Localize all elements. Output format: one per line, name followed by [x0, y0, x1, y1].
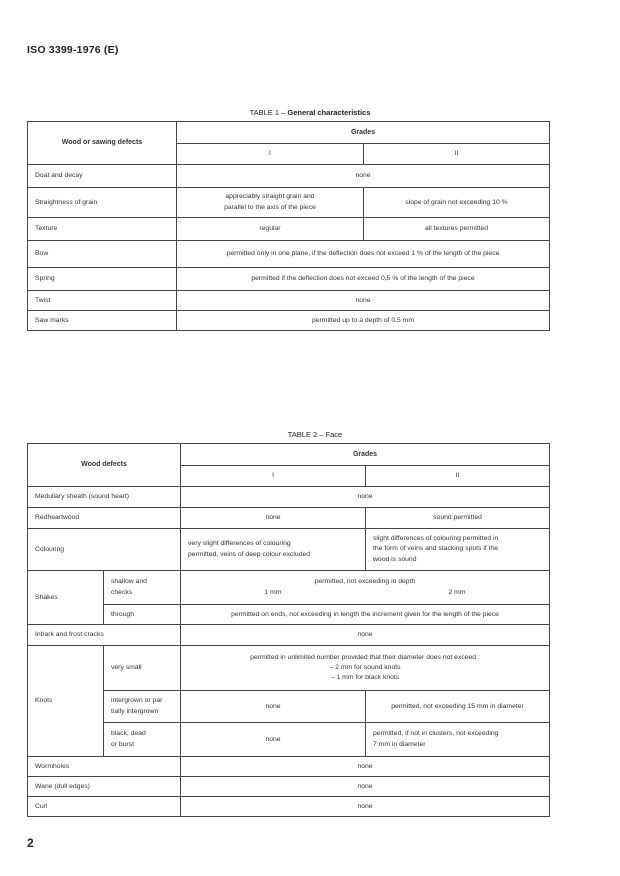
row-label: Texture — [28, 218, 177, 241]
row-value-grade-2 — [366, 529, 550, 571]
row-value-grade-2 — [366, 723, 550, 757]
row-value: permitted up to a depth of 0.5 mm — [177, 311, 550, 331]
grade-2-header: II — [364, 144, 550, 165]
row-label-curl: Curl — [28, 797, 181, 817]
row-label: Straightness of grain — [28, 188, 177, 218]
sub-label-shallow — [104, 571, 181, 605]
text-line: wood is sound — [373, 555, 417, 563]
page-number: 2 — [27, 836, 34, 850]
text-line: permitted, not exceeding in depth — [314, 577, 416, 585]
row-label-knots: Knots — [28, 646, 104, 757]
row-label-shakes: Shakes — [28, 571, 104, 625]
text-line: permitted in unlimited number provided that their diameter does not exceed : — [250, 653, 480, 661]
row-label-colouring: Colouring — [28, 529, 181, 571]
row-value: none — [181, 487, 550, 508]
row-label: Twist — [28, 291, 177, 311]
row-label-wormholes: Wormholes — [28, 757, 181, 777]
row-label: Saw marks — [28, 311, 177, 331]
row-label: Spring — [28, 268, 177, 291]
col-header-defects: Wood or sawing defects — [28, 122, 177, 165]
value-grade-2: 2 mm — [448, 588, 466, 596]
row-label: Bow — [28, 241, 177, 268]
text-line: or burst — [111, 740, 135, 748]
row-value-grade-1 — [177, 188, 364, 218]
col-header-grades: Grades — [181, 444, 550, 466]
row-value: none — [181, 797, 550, 817]
text-line: tially intergrown — [111, 707, 159, 715]
row-value-grade-1: none — [181, 691, 366, 723]
row-value-grade-1: regular — [177, 218, 364, 241]
text-line: slight differences of colouring permitted in — [373, 535, 499, 543]
row-value: permitted if the deflection does not exceed 0,5 % of the length of the piece — [177, 268, 550, 291]
text-line: – 2 mm for sound knots — [329, 663, 401, 671]
row-label-medullary: Medullary sheath (sound heart) — [28, 487, 181, 508]
text-line: shallow and — [111, 578, 147, 586]
row-label-inbark: Inbark and frost cracks — [28, 625, 181, 646]
value-grade-1: 1 mm — [264, 588, 282, 596]
row-value-grade-2: all textures permitted — [364, 218, 550, 241]
row-value-through: permitted on ends, not exceeding in length the increment given for the length of the piece — [181, 605, 550, 625]
text-line: black, dead — [111, 730, 146, 738]
row-value: permitted only in one plane, if the deflection does not exceed 1 % of the length of the piece — [177, 241, 550, 268]
text-line: – 1 mm for black knots — [330, 674, 400, 682]
row-value-very-small — [181, 646, 550, 691]
sub-label-through: through — [104, 605, 181, 625]
text-line: intergrown or par — [111, 697, 163, 705]
table-face — [27, 443, 550, 817]
row-value: none — [181, 777, 550, 797]
row-value-grade-1 — [181, 529, 366, 571]
sub-label-black-dead — [104, 723, 181, 757]
row-value-grade-2: sound permitted — [366, 508, 550, 529]
text-line: permitted, veins of deep colour excluded — [188, 550, 311, 558]
row-value-grade-1: none — [181, 723, 366, 757]
document-header: ISO 3399-1976 (E) — [27, 44, 119, 56]
table-general-characteristics — [27, 121, 550, 331]
row-value-grade-2: slope of grain not exceeding 10 % — [364, 188, 550, 218]
row-label-wane: Wane (dull edges) — [28, 777, 181, 797]
row-value: none — [177, 165, 550, 188]
text-line: parallel to the axis of the piece — [224, 203, 316, 211]
text-line: permitted, if not in clusters, not exceeding — [373, 730, 499, 738]
grade-values — [181, 588, 549, 599]
sub-label-very-small: very small — [104, 646, 181, 691]
text-line: appreciably straight grain and — [225, 193, 315, 201]
col-header-grades: Grades — [177, 122, 550, 144]
row-value-shallow — [181, 571, 550, 605]
sub-label-intergrown — [104, 691, 181, 723]
text-line: checks — [111, 588, 133, 596]
row-label: Doat and decay — [28, 165, 177, 188]
text-line: the form of veins and stacking spots if the — [373, 545, 499, 553]
row-value-grade-1: none — [181, 508, 366, 529]
grade-2-header: II — [366, 466, 550, 487]
text-line: very slight differences of colouring — [188, 540, 291, 548]
table2-caption: TABLE 2 – Face — [287, 430, 343, 439]
table1-caption-title: General characteristics — [287, 108, 371, 117]
row-value-grade-2: permitted, not exceeding 15 mm in diameter — [366, 691, 550, 723]
row-value: none — [181, 757, 550, 777]
col-header-defects: Wood defects — [28, 444, 181, 487]
grade-1-header: I — [181, 466, 366, 487]
row-label-redheart: Redheartwood — [28, 508, 181, 529]
table1-caption — [190, 108, 430, 117]
grade-1-header: I — [177, 144, 364, 165]
row-value: none — [177, 291, 550, 311]
row-value: none — [181, 625, 550, 646]
text-line: 7 mm in diameter — [373, 740, 426, 748]
table1-caption-prefix: TABLE 1 – — [249, 108, 288, 117]
